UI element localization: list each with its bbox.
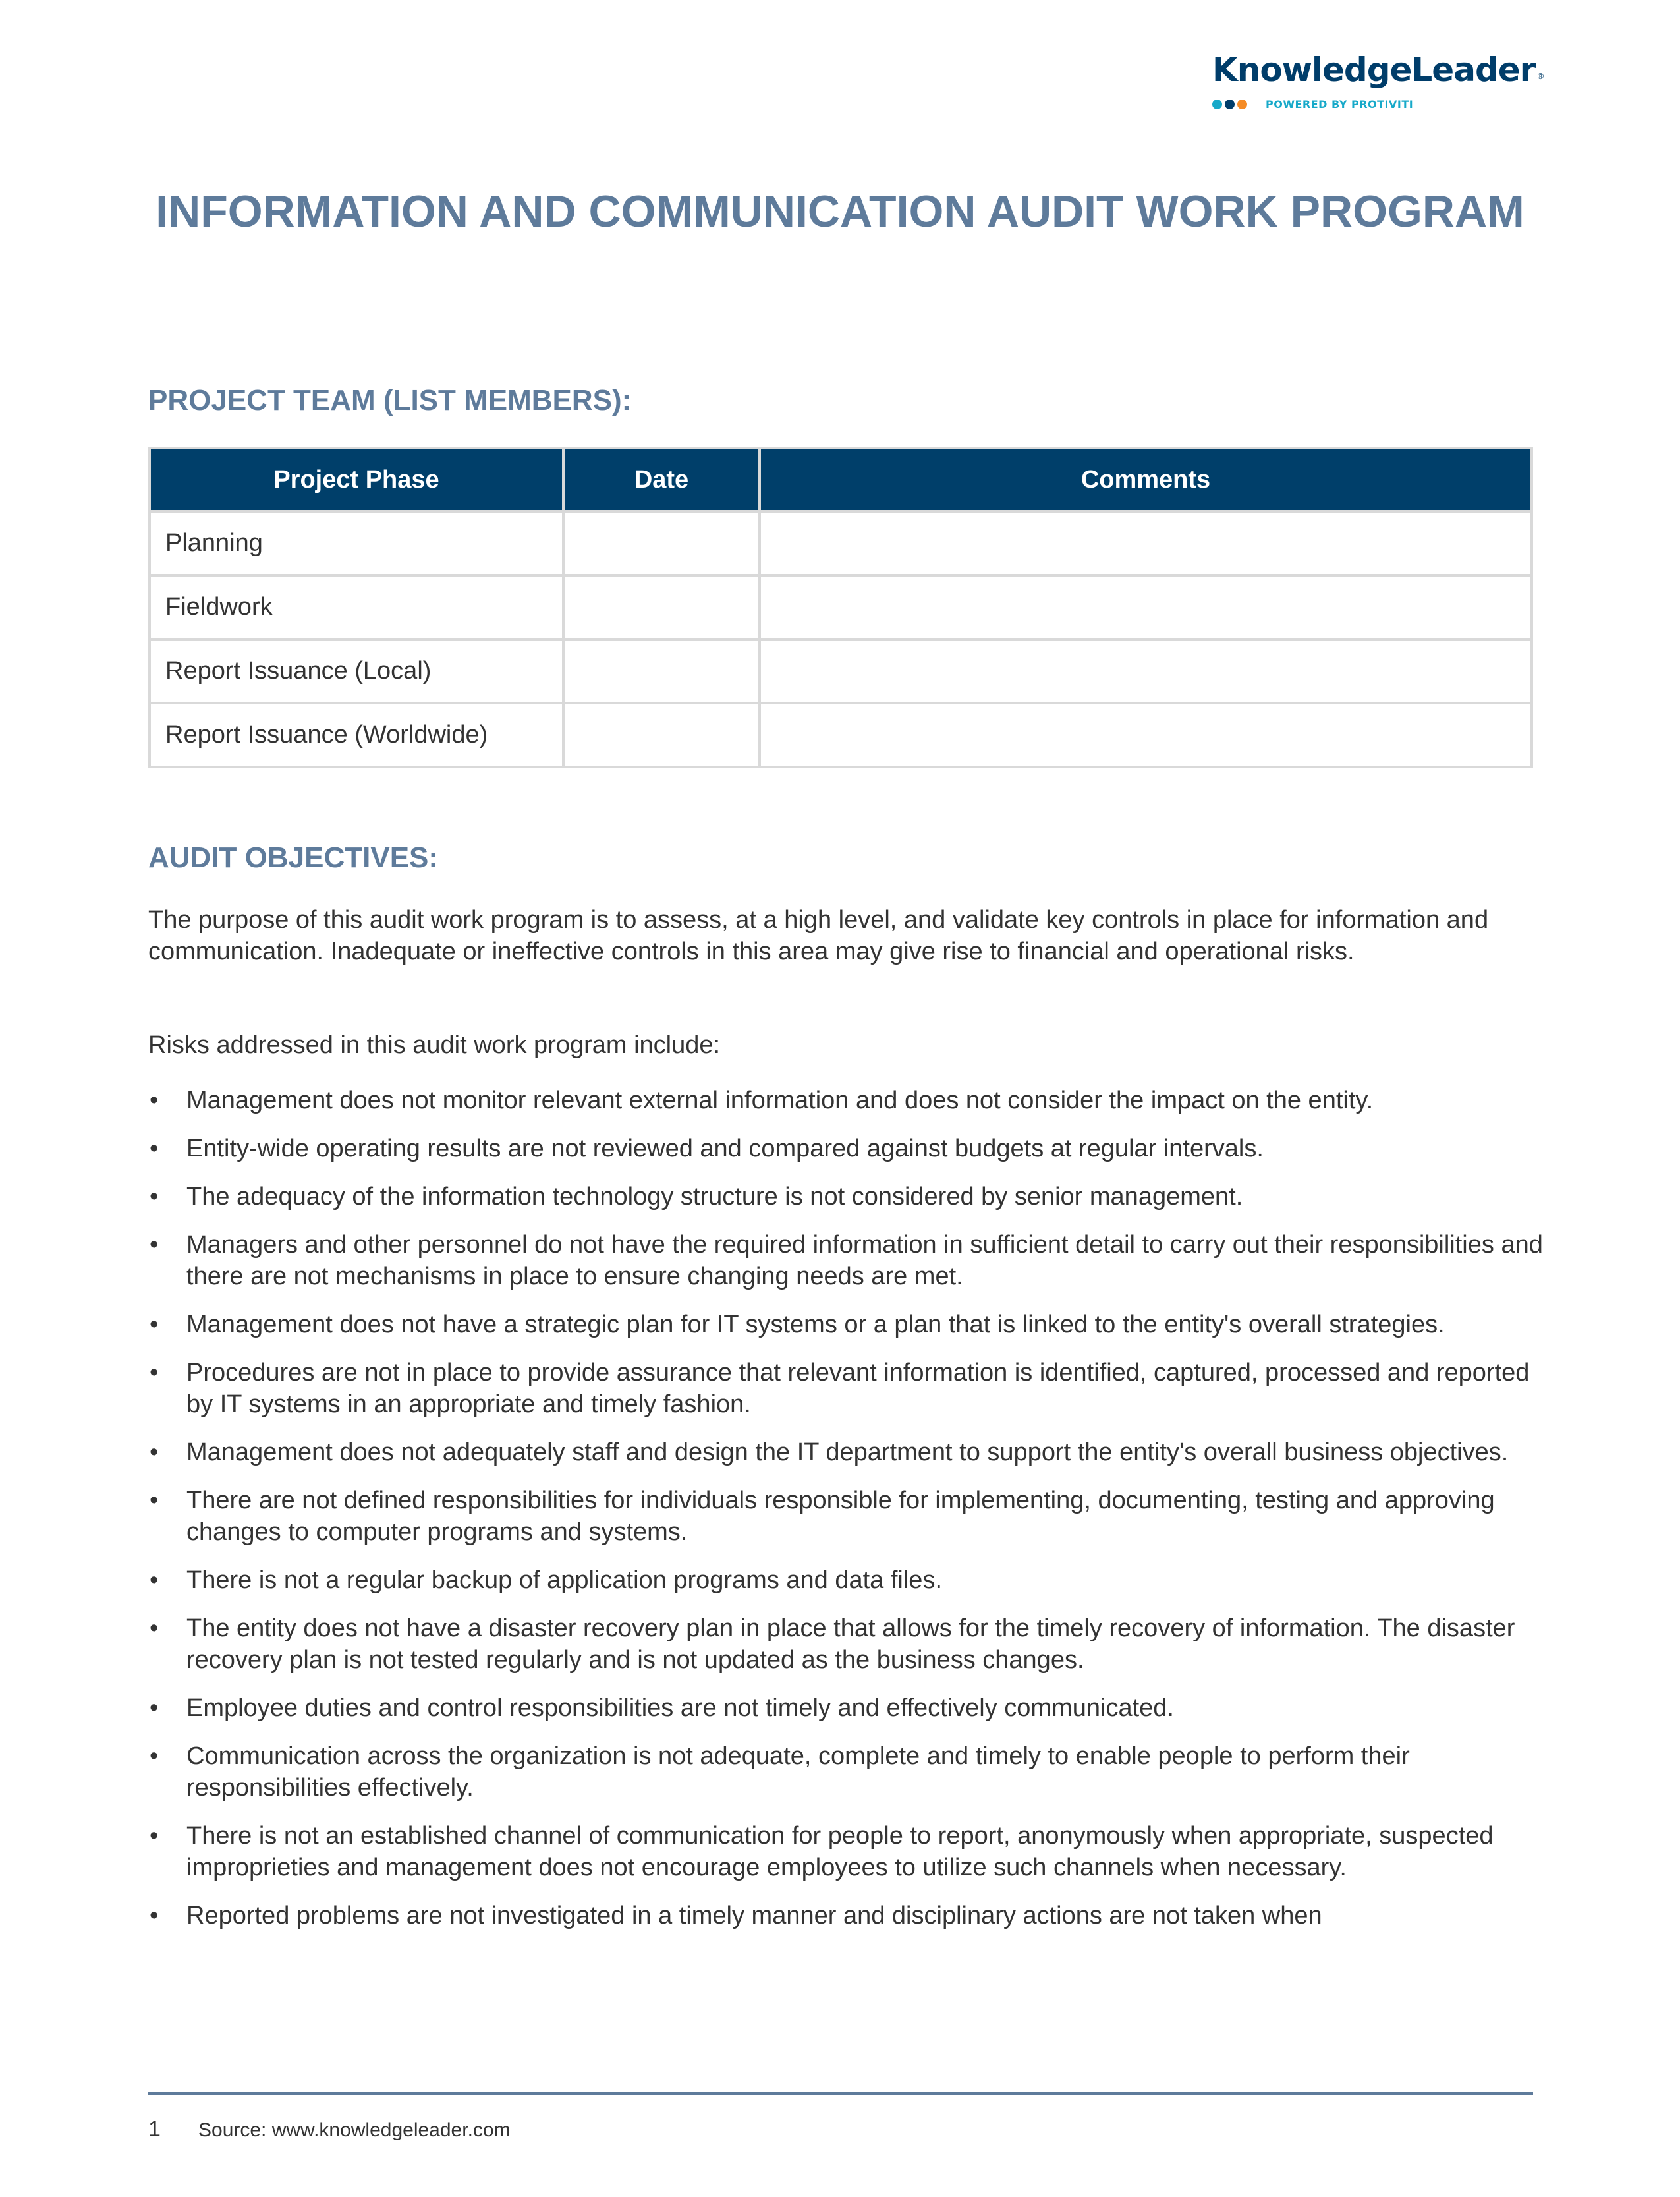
bullet-icon: •: [150, 1566, 159, 1594]
risk-text: There are not defined responsibilities for individuals responsible for implementing, documenting, testing and approving changes to computer programs and systems.: [186, 1487, 1495, 1546]
bullet-icon: •: [150, 1359, 159, 1386]
purpose-paragraph: The purpose of this audit work program is to assess, at a high level, and validate key controls in place for information and communication. Inadequate or ineffective controls in this area may give rise to financial and operational risks.: [148, 906, 1489, 965]
bullet-icon: •: [150, 1135, 159, 1162]
bullet-icon: •: [150, 1311, 159, 1338]
date-cell[interactable]: [563, 511, 760, 575]
comments-cell[interactable]: [760, 511, 1532, 575]
phase-cell: Report Issuance (Worldwide): [150, 703, 563, 767]
risk-text: There is not an established channel of communication for people to report, anonymously when appropriate, suspected improprieties and management does not encourage employees to utilize such channels when necessary.: [186, 1822, 1494, 1881]
phase-cell: Planning: [150, 511, 563, 575]
risk-text: Entity-wide operating results are not reviewed and compared against budgets at regular intervals.: [186, 1135, 1264, 1162]
table-row: [150, 703, 1532, 767]
list-item: [148, 1820, 1545, 1883]
phase-cell: Report Issuance (Local): [150, 639, 563, 703]
risk-text: Reported problems are not investigated in a timely manner and disciplinary actions are not taken when: [186, 1902, 1322, 1929]
list-item: [148, 1564, 1545, 1596]
page-number: 1: [148, 2117, 161, 2142]
risk-text: Procedures are not in place to provide assurance that relevant information is identified, captured, processed and reported by IT systems in an appropriate and timely fashion.: [186, 1359, 1530, 1418]
risk-text: Management does not adequately staff and design the IT department to support the entity's overall business objectives.: [186, 1439, 1509, 1466]
audit-objectives-heading: AUDIT OBJECTIVES:: [148, 842, 439, 874]
column-header-comments: Comments: [760, 448, 1532, 511]
table-row: [150, 511, 1532, 575]
source-link[interactable]: Source: www.knowledgeleader.com: [198, 2119, 511, 2141]
bullet-icon: •: [150, 1087, 159, 1114]
risk-text: Managers and other personnel do not have the required information in sufficient detail to carry out their responsibilities and there are not mechanisms in place to ensure changing needs are met.: [186, 1231, 1543, 1290]
logo-tagline: POWERED BY PROTIVITI: [1266, 98, 1414, 111]
document-title: INFORMATION AND COMMUNICATION AUDIT WORK PROGRAM: [155, 186, 1525, 237]
list-item: [148, 1133, 1545, 1164]
comments-cell[interactable]: [760, 639, 1532, 703]
list-item: [148, 1085, 1545, 1116]
registered-mark: ®: [1536, 72, 1544, 81]
bullet-icon: •: [150, 1439, 159, 1466]
risk-text: Communication across the organization is not adequate, complete and timely to enable people to perform their responsibilities effectively.: [186, 1742, 1410, 1802]
navy-dot-icon: [1225, 100, 1235, 109]
risk-text: There is not a regular backup of application programs and data files.: [186, 1566, 942, 1594]
page-footer: [148, 2117, 511, 2142]
list-item: [148, 1181, 1545, 1213]
table-row: [150, 639, 1532, 703]
date-cell[interactable]: [563, 703, 760, 767]
list-item: [148, 1485, 1545, 1548]
bullet-icon: •: [150, 1822, 159, 1850]
list-item: [148, 1229, 1545, 1292]
list-item: [148, 1740, 1545, 1804]
comments-cell[interactable]: [760, 575, 1532, 639]
risk-text: Management does not monitor relevant external information and does not consider the impact on the entity.: [186, 1087, 1374, 1114]
risk-text: The entity does not have a disaster recovery plan in place that allows for the timely recovery of information. The disaster recovery plan is not tested regularly and is not updated as the business changes.: [186, 1614, 1515, 1674]
logo-wordmark: [1212, 51, 1544, 89]
orange-dot-icon: [1237, 100, 1247, 109]
bullet-icon: •: [150, 1231, 159, 1259]
logo-wordmark-text: KnowledgeLeader: [1212, 51, 1536, 89]
footer-divider: [148, 2092, 1533, 2095]
list-item: [148, 1309, 1545, 1340]
bullet-icon: •: [150, 1487, 159, 1514]
column-header-project-phase: Project Phase: [150, 448, 563, 511]
risks-list: [148, 1085, 1545, 1948]
risk-text: The adequacy of the information technology structure is not considered by senior management.: [186, 1183, 1243, 1211]
risks-intro: Risks addressed in this audit work program include:: [148, 1031, 721, 1059]
bullet-icon: •: [150, 1694, 159, 1722]
date-cell[interactable]: [563, 639, 760, 703]
list-item: [148, 1612, 1545, 1676]
bullet-icon: •: [150, 1183, 159, 1211]
cyan-dot-icon: [1212, 100, 1222, 109]
bullet-icon: •: [150, 1902, 159, 1929]
logo-tagline-row: [1212, 98, 1528, 111]
column-header-date: Date: [563, 448, 760, 511]
list-item: [148, 1437, 1545, 1468]
list-item: [148, 1900, 1545, 1931]
date-cell[interactable]: [563, 575, 760, 639]
project-team-heading: PROJECT TEAM (LIST MEMBERS):: [148, 384, 632, 416]
risk-text: Employee duties and control responsibilities are not timely and effectively communicated.: [186, 1694, 1174, 1722]
bullet-icon: •: [150, 1742, 159, 1770]
table-row: [150, 575, 1532, 639]
phase-cell: Fieldwork: [150, 575, 563, 639]
list-item: [148, 1692, 1545, 1724]
project-team-table: [148, 447, 1533, 768]
comments-cell[interactable]: [760, 703, 1532, 767]
list-item: [148, 1357, 1545, 1420]
table-header-row: [150, 448, 1532, 511]
risk-text: Management does not have a strategic plan for IT systems or a plan that is linked to the entity's overall strategies.: [186, 1311, 1445, 1338]
bullet-icon: •: [150, 1614, 159, 1642]
knowledgeleader-logo: [1212, 51, 1544, 111]
